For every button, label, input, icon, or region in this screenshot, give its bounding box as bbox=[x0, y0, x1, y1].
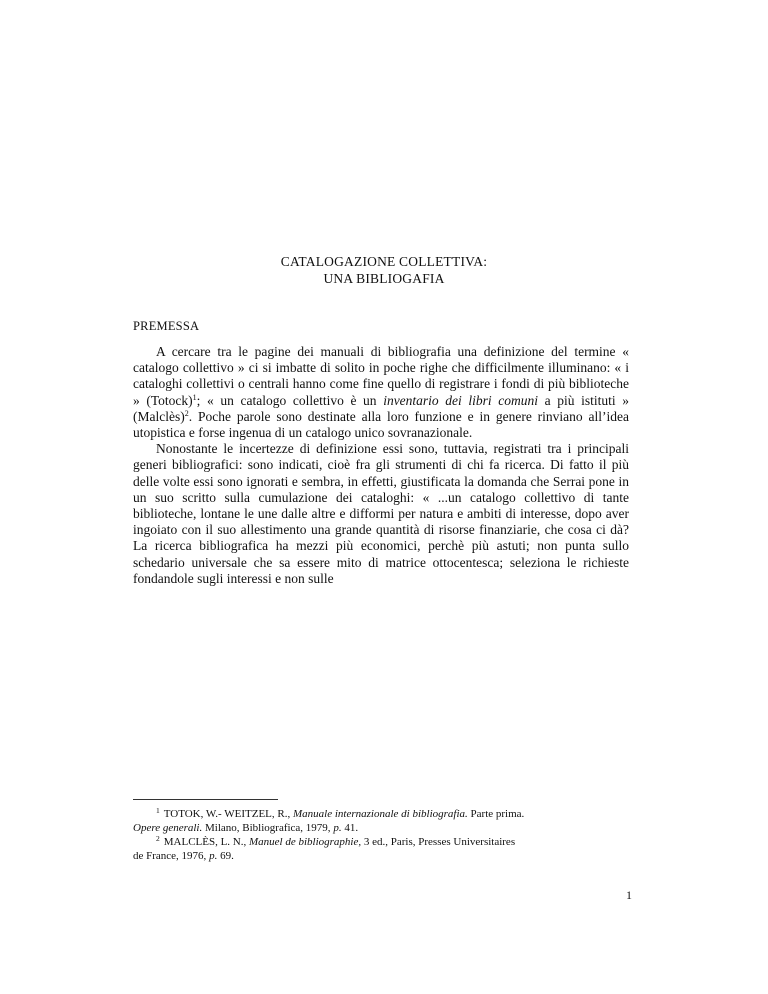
paragraph-1-part-4: . Poche parole sono destinate alla loro funzione e in genere rinviano all’idea utopistica e forse ingenua di un catalogo unico sovranazionale. bbox=[133, 408, 629, 441]
footnote-1-number: 1 bbox=[156, 806, 160, 815]
footnote-separator bbox=[133, 799, 278, 800]
footnote-2-page: 69. bbox=[217, 850, 234, 862]
document-title bbox=[200, 253, 568, 287]
title-line-2: UNA BIBLIOGAFIA bbox=[323, 271, 445, 286]
footnote-1-rest-1: Parte prima. bbox=[467, 808, 525, 820]
paragraph-2: Nonostante le incertezze di definizione essi sono, tuttavia, registrati tra i principali generi bibliografici: sono indicati, cioè fra gli strumenti di chi fa ricerca. Di fatto il più delle volte essi sono ignorati e sembra, in effetti, giustificata la domanda che Serrai pone in un suo scritto sulla cumulazione dei cataloghi: « ...un catalogo collettivo di tante biblioteche, lontane le une dalle altre e difformi per natura e ambiti di interesse, dopo aver ingoiato con il suo allestimento una grande quantità di risorse finanziarie, che cosa ci dà? La ricerca bibliografica ha mezzi più economici, perchè più astuti; non punta sullo schedario universale che sa essere mito di matrice ottocentesca; seleziona le richieste fondandole sugli interessi e non sulle bbox=[133, 441, 629, 586]
footnote-ref-2: 2 bbox=[184, 408, 189, 418]
body-text bbox=[133, 344, 629, 587]
footnote-2-page-label: p. bbox=[209, 850, 218, 862]
footnote-2-rest-1: 3 ed., Paris, Presses Universitaires bbox=[361, 836, 516, 848]
footnote-1-page: 41. bbox=[341, 822, 359, 834]
footnote-2-author: MALCLÈS, L. N., bbox=[163, 836, 249, 848]
section-heading: PREMESSA bbox=[133, 319, 200, 333]
footnote-1-subtitle: Opere generali. bbox=[133, 822, 203, 834]
footnote-2-rest-2: de France, 1976, bbox=[133, 850, 210, 862]
footnotes bbox=[133, 807, 629, 863]
footnote-1-author: TOTOK, W.- WEITZEL, R., bbox=[163, 808, 293, 820]
paragraph-1 bbox=[133, 344, 629, 441]
footnote-2-continued bbox=[133, 849, 629, 863]
footnote-ref-1: 1 bbox=[192, 392, 197, 402]
paragraph-1-part-3: a più istituti » (Malclès) bbox=[133, 392, 629, 424]
footnote-1-title: Manuale internazionale di bibliografia. bbox=[293, 808, 468, 820]
paragraph-1-part-2: ; « un catalogo collettivo è un bbox=[196, 392, 384, 408]
paragraph-1-part-1: A cercare tra le pagine dei manuali di bibliografia una definizione del termine « catalogo collettivo » ci si imbatte di solito in poche righe che difficilmente illuminano: « i cataloghi collettivi o centrali hanno come fine quello di registrare i fondi di più biblioteche » (Totock) bbox=[133, 344, 629, 408]
page-number: 1 bbox=[626, 888, 632, 902]
footnote-2-title: Manuel de bibliographie, bbox=[249, 836, 362, 848]
footnote-1-continued bbox=[133, 821, 629, 835]
footnote-2-number: 2 bbox=[156, 834, 160, 843]
footnote-1-rest-2: Milano, Bibliografica, 1979, bbox=[202, 822, 334, 834]
footnote-1-page-label: p. bbox=[333, 822, 342, 834]
paragraph-1-italic: inventario dei libri comuni bbox=[383, 392, 539, 408]
footnote-2 bbox=[133, 835, 629, 849]
footnote-1 bbox=[133, 807, 629, 821]
title-line-1: CATALOGAZIONE COLLETTIVA: bbox=[280, 254, 488, 269]
